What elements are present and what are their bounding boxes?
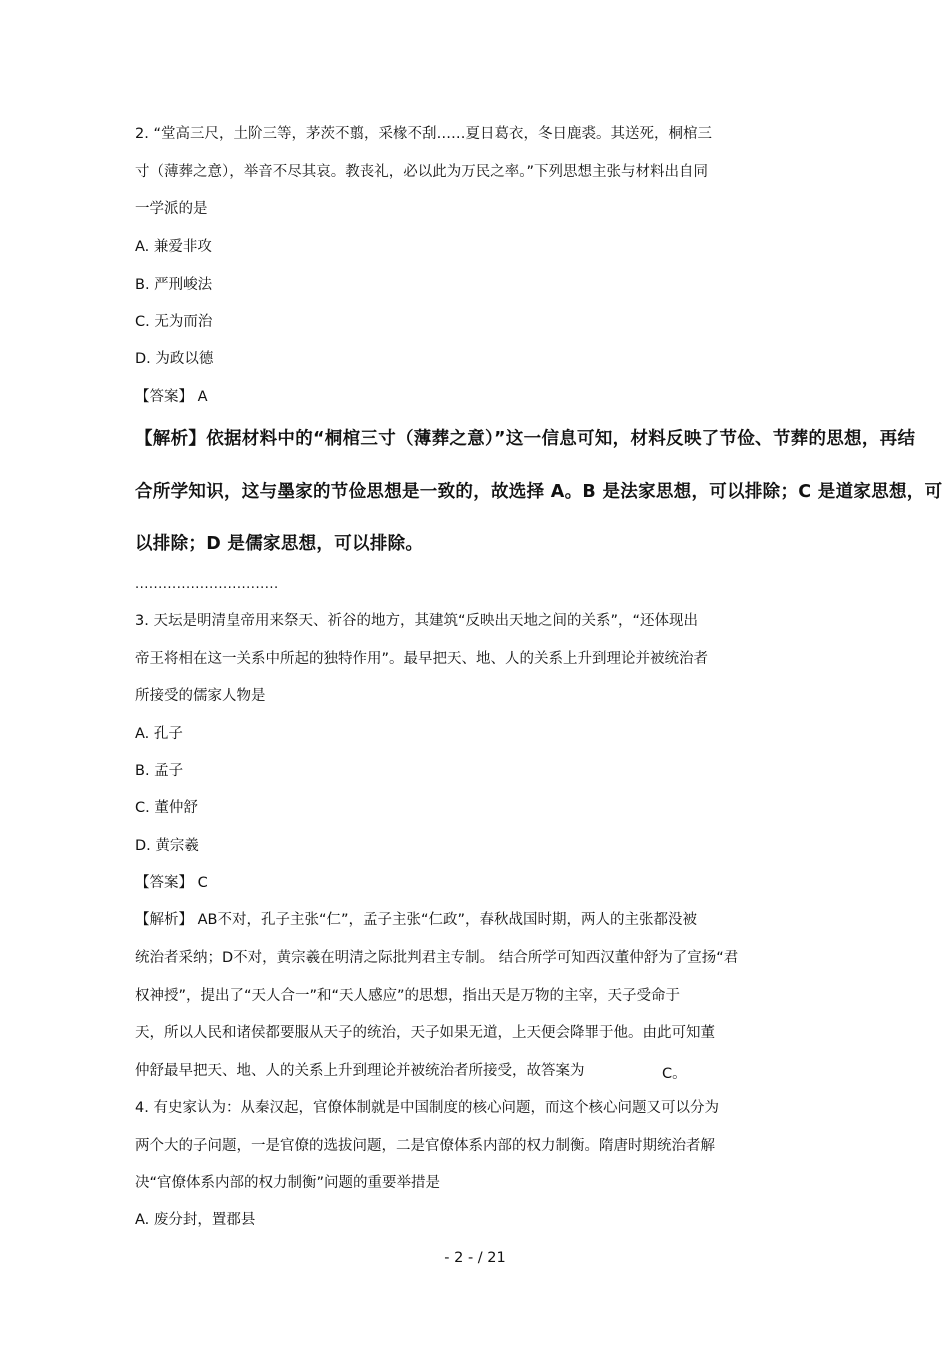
q3-analysis-end: C。 xyxy=(662,1066,687,1082)
q3-stem-line-2: 帝王将相在这一关系中所起的独特作用”。最早把天、地、人的关系上升到理论并被统治者 xyxy=(135,651,709,667)
q2-stem-line-1: 2. “堂高三尺，土阶三等，茅茨不翦，采椽不刮……夏日葛衣，冬日鹿裘。其送死，桐棺三 xyxy=(135,126,712,142)
q3-answer: 【答案】 C xyxy=(135,875,208,891)
q3-analysis-line-2: 统治者采纳；D不对，黄宗羲在明清之际批判君主专制。 结合所学可知西汉董仲舒为了宣扬“君 xyxy=(135,950,739,966)
q2-answer: 【答案】 A xyxy=(135,389,208,405)
q2-option-c: C. 无为而治 xyxy=(135,314,213,330)
q2-option-d: D. 为政以德 xyxy=(135,351,214,367)
q4-option-a: A. 废分封，置郡县 xyxy=(135,1212,256,1228)
q3-option-c: C. 董仲舒 xyxy=(135,800,198,816)
q3-stem-line-3: 所接受的儒家人物是 xyxy=(135,688,266,704)
q2-analysis-line-3: 以排除；D 是儒家思想，可以排除。 xyxy=(135,534,424,554)
page-number: - 2 - / 21 xyxy=(444,1250,506,1266)
q2-analysis-line-1: 【解析】依据材料中的“桐棺三寸（薄葬之意）”这一信息可知，材料反映了节俭、节葬的思想，再结 xyxy=(135,429,916,449)
q3-option-a: A. 孔子 xyxy=(135,726,183,742)
q2-analysis-line-2: 合所学知识，这与墨家的节俭思想是一致的，故选择 A。B 是法家思想，可以排除；C 是道家思想，可 xyxy=(135,482,943,502)
q3-stem-line-1: 3. 天坛是明清皇帝用来祭天、祈谷的地方，其建筑“反映出天地之间的关系”，“还体现出 xyxy=(135,613,698,629)
q3-analysis-line-3: 权神授”，提出了“天人合一”和“天人感应”的思想，指出天是万物的主宰，天子受命于 xyxy=(135,988,681,1004)
q2-option-a: A. 兼爱非攻 xyxy=(135,239,212,255)
separator-dots: ............................... xyxy=(135,577,279,592)
q3-option-d: D. 黄宗羲 xyxy=(135,838,199,854)
q4-stem-line-1: 4. 有史家认为：从秦汉起，官僚体制就是中国制度的核心问题，而这个核心问题又可以分为 xyxy=(135,1100,719,1116)
q4-stem-line-2: 两个大的子问题，一是官僚的选拔问题，二是官僚体系内部的权力制衡。隋唐时期统治者解 xyxy=(135,1138,715,1154)
q4-stem-line-3: 决“官僚体系内部的权力制衡”问题的重要举措是 xyxy=(135,1175,441,1191)
q3-option-b: B. 孟子 xyxy=(135,763,184,779)
q3-analysis-line-5: 仲舒最早把天、地、人的关系上升到理论并被统治者所接受，故答案为 xyxy=(135,1063,585,1079)
q2-option-b: B. 严刑峻法 xyxy=(135,277,213,293)
q2-stem-line-2: 寸（薄葬之意），举音不尽其哀。教丧礼，必以此为万民之率。”下列思想主张与材料出自同 xyxy=(135,164,709,180)
q2-stem-line-3: 一学派的是 xyxy=(135,201,208,217)
q3-analysis-line-1: 【解析】 AB不对，孔子主张“仁”，孟子主张“仁政”，春秋战国时期，两人的主张都没被 xyxy=(135,912,698,928)
q3-analysis-line-4: 天，所以人民和诸侯都要服从天子的统治，天子如果无道，上天便会降罪于他。由此可知董 xyxy=(135,1025,715,1041)
